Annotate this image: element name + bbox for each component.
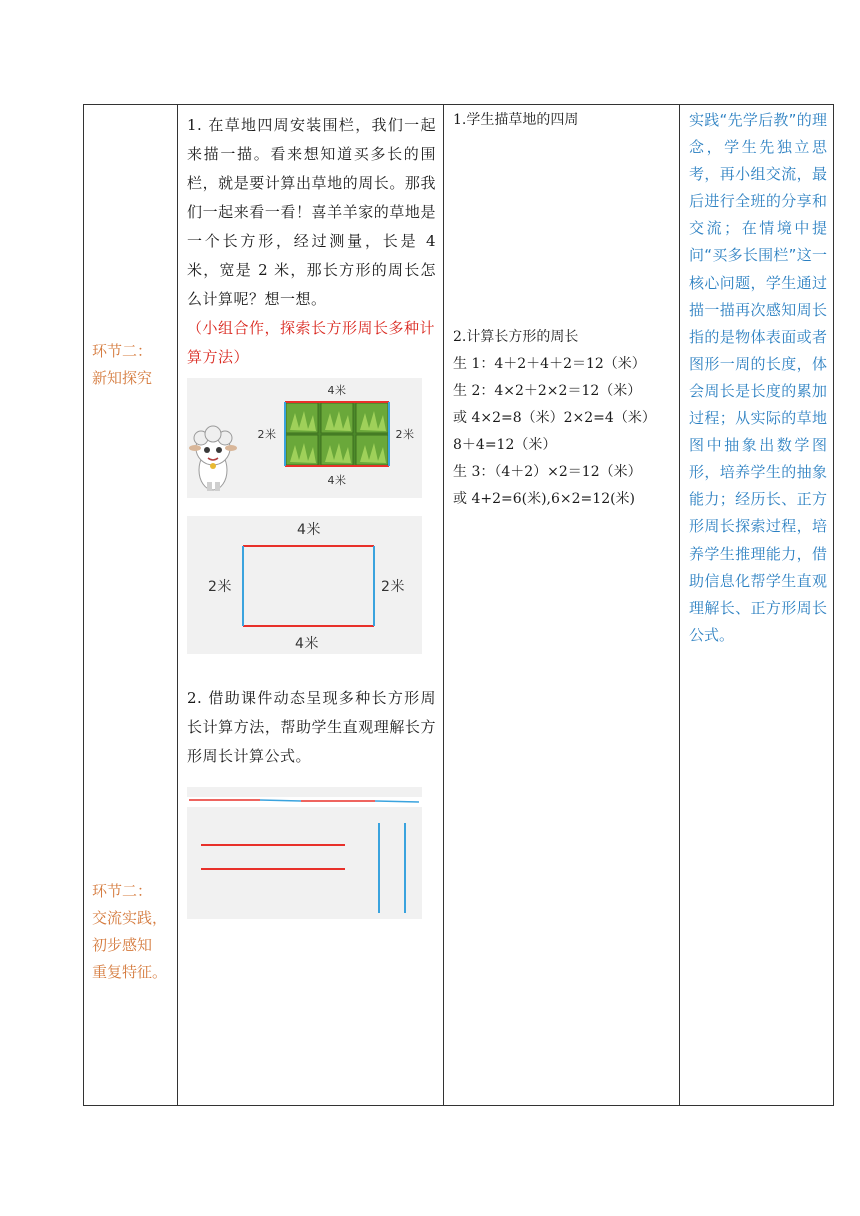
teacher-step-2: 2. 借助课件动态呈现多种长方形周长计算方法，帮助学生直观理解长方形周长计算公式。 <box>187 689 436 765</box>
stage-label-line: 环节二： <box>92 882 153 900</box>
teacher-activity-column <box>178 105 444 1106</box>
stage-label-line: 新知探究 <box>92 369 153 387</box>
student-line: 8＋4=12（米） <box>453 437 557 453</box>
rectangle-figure <box>187 516 422 654</box>
rect-left-label: 2米 <box>208 579 232 595</box>
grass-illustration <box>187 378 422 498</box>
design-intent-text: 实践“先学后教”的理念，学生先独立思考，再小组交流，最后进行全班的分享和交流；在情境中提问“买多长围栏”这一核心问题，学生通过描一描再次感知周长指的是物体表面或者图形一周的长度，体会周长是长度的累加过程；从实际的草地图中抽象出数学图形，培养学生的抽象能力；经历长、正方形周长探索过程，培养学生推理能力，借助信息化帮学生直观理解长、正方形周长公式。 <box>689 111 827 644</box>
teacher-step-1: 1. 在草地四周安装围栏，我们一起来描一描。看来想知道买多长的围栏，就是要计算出草地的周长。那我们一起来看一看！喜羊羊家的草地是一个长方形，经过测量，长是 4 米，宽是 2 米，那长方形的周长怎么计算呢？想一想。 <box>187 116 436 308</box>
student-line: 生 3：（4＋2）×2＝12（米） <box>453 464 642 480</box>
stage-label-explore <box>92 338 152 392</box>
teacher-step-1-hint: （小组合作，探索长方形周长多种计算方法） <box>187 319 436 366</box>
rect-top-label: 4米 <box>297 522 321 538</box>
design-intent-column <box>680 105 834 1106</box>
grass-figure <box>187 378 422 498</box>
separated-sides-figure <box>187 807 422 919</box>
perimeter-strip-lines <box>187 796 422 806</box>
stage-label-practice <box>92 878 167 986</box>
grass-top-label: 4米 <box>327 384 347 397</box>
stage-label-line: 初步感知 <box>92 936 153 954</box>
student-line: 或 4+2=6(米),6×2=12(米) <box>453 491 636 507</box>
stage-label-line: 交流实践， <box>92 909 168 927</box>
student-activity-1: 1.学生描草地的四周 <box>453 112 579 128</box>
goat-icon <box>189 426 237 491</box>
grass-bottom-label: 4米 <box>327 474 347 487</box>
rect-bottom-label: 4米 <box>295 636 319 652</box>
stage-label-line: 环节二： <box>92 342 153 360</box>
student-line: 生 1：4＋2＋4＋2＝12（米） <box>453 356 646 372</box>
student-line: 或 4×2=8（米）2×2=4（米） <box>453 410 656 426</box>
student-activity-column <box>444 105 680 1106</box>
spacer <box>453 134 675 324</box>
rect-right-label: 2米 <box>381 579 405 595</box>
stage-column <box>84 105 178 1106</box>
separated-sides-diagram <box>187 807 422 919</box>
student-line: 生 2：4×2＋2×2＝12（米） <box>453 383 642 399</box>
lesson-plan-table <box>83 104 834 1106</box>
stage-label-line: 重复特征。 <box>92 963 168 981</box>
grass-right-label: 2米 <box>395 428 415 441</box>
unrolled-perimeter-strip <box>187 787 422 797</box>
grass-left-label: 2米 <box>257 428 277 441</box>
strip-width-segment <box>375 801 419 802</box>
strip-width-segment <box>260 800 301 801</box>
grass-field <box>285 402 389 466</box>
rectangle-diagram <box>187 516 422 654</box>
student-activity-2-title: 2.计算长方形的周长 <box>453 329 579 345</box>
